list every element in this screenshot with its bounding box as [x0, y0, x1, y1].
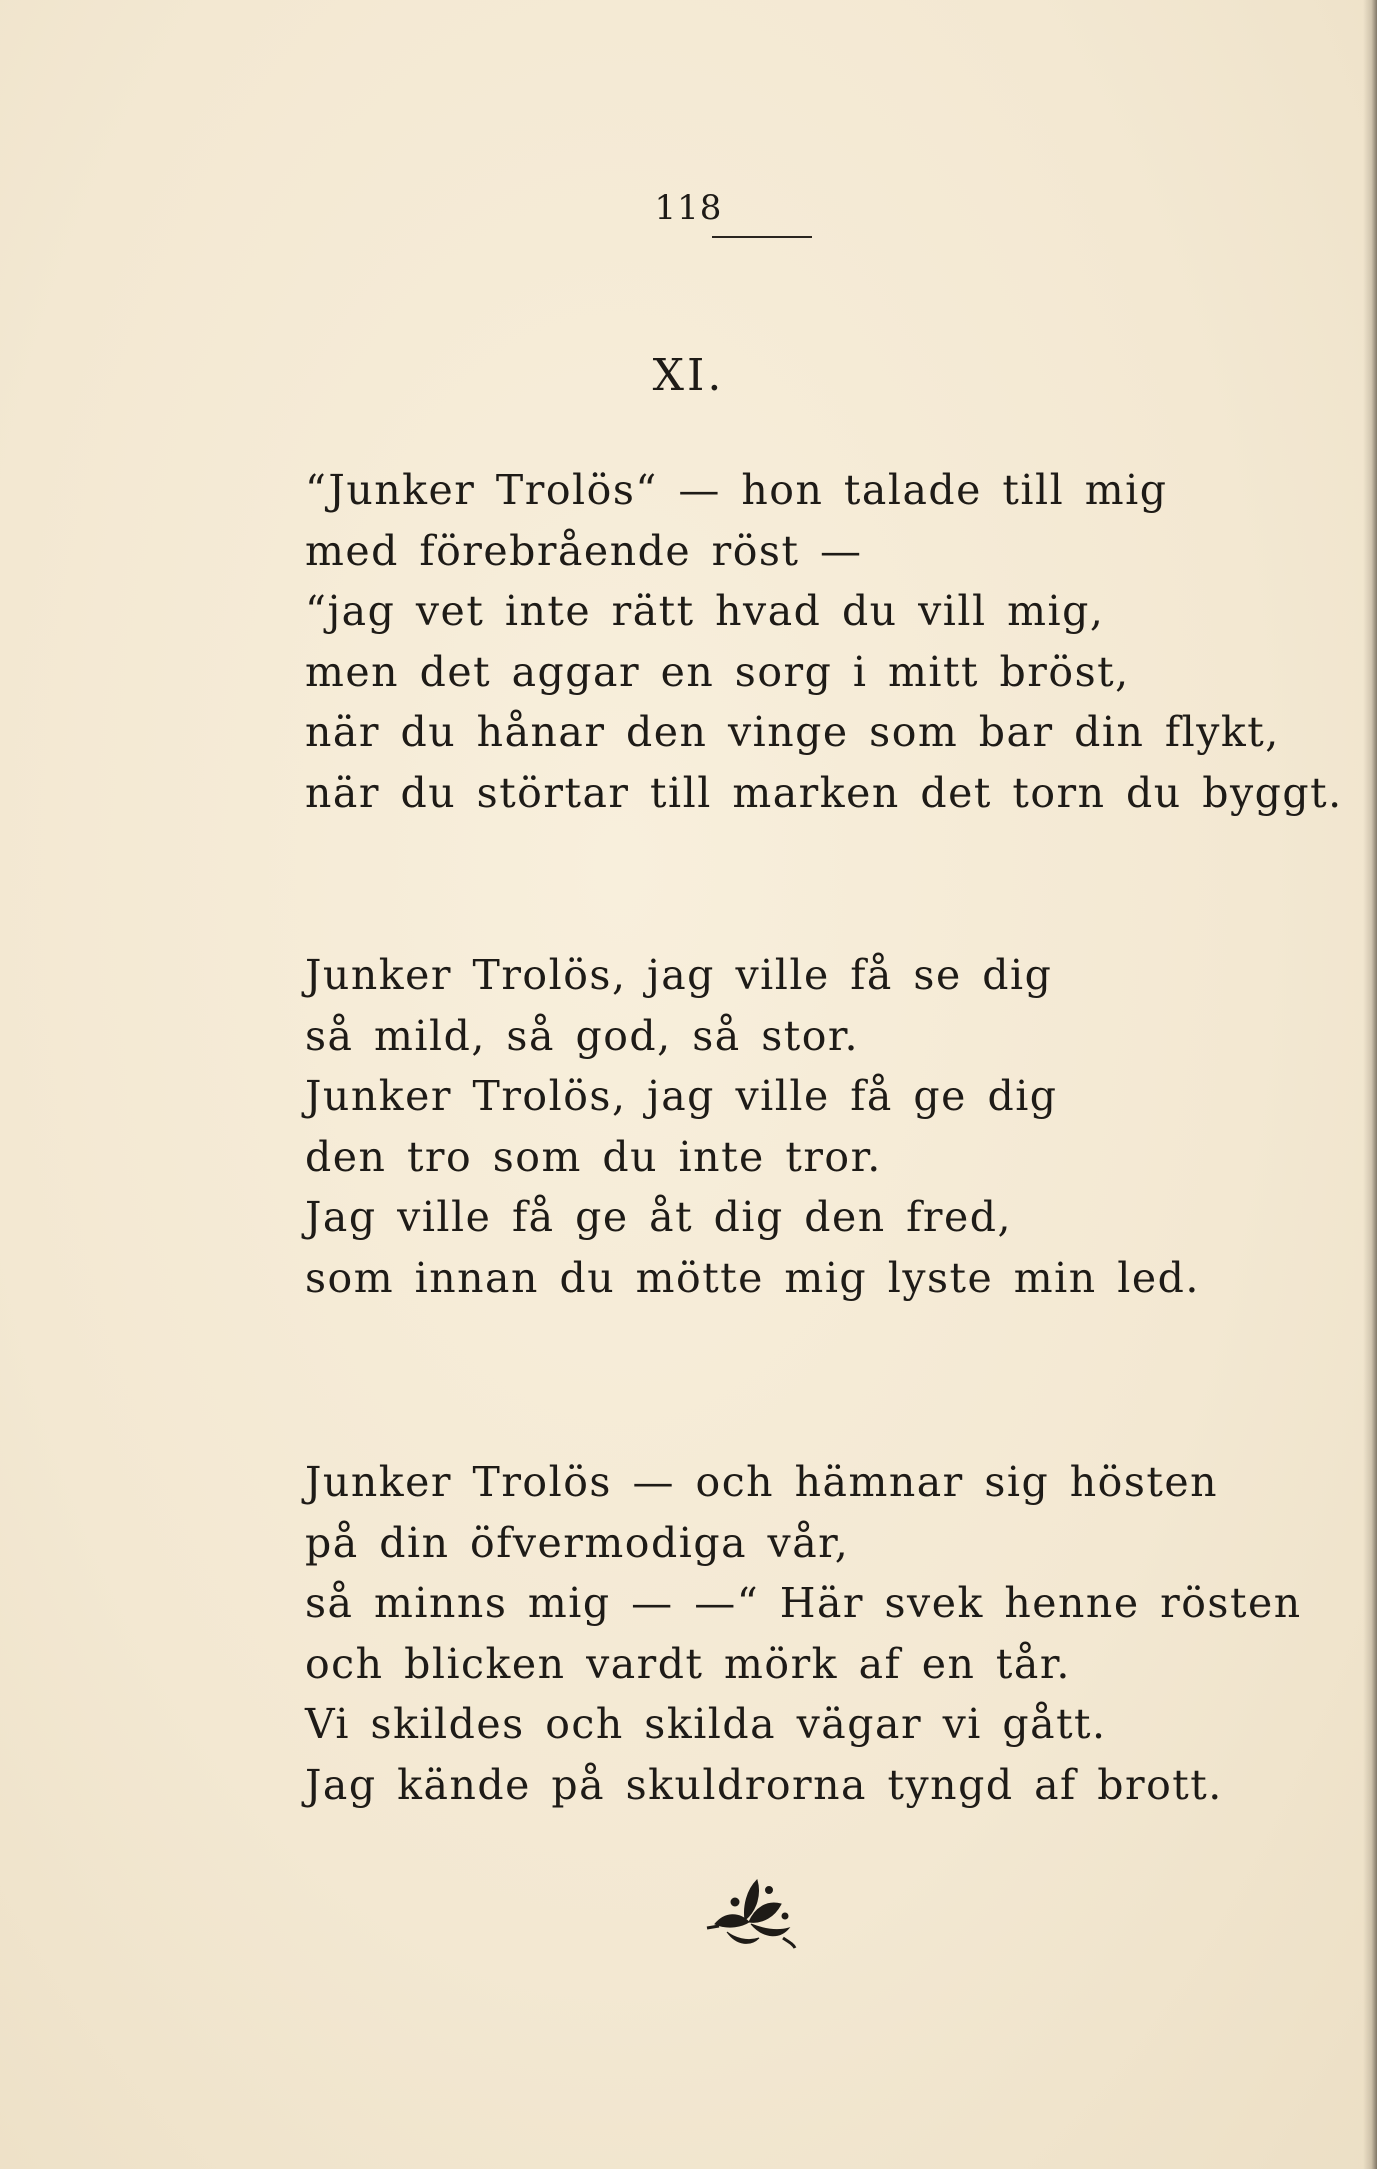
poem-line: som innan du mötte mig lyste min led.	[305, 1253, 1200, 1302]
poem-line: på din öfvermodiga vår,	[305, 1518, 850, 1567]
stanza-2	[305, 945, 1200, 1308]
chapter-title: XI.	[652, 350, 725, 401]
poem-line: den tro som du inte tror.	[305, 1132, 882, 1181]
poem-line: så minns mig — —“ Här svek henne rösten	[305, 1579, 1302, 1627]
page-edge-shadow	[1363, 0, 1377, 2169]
poem-line: Junker Trolös, jag ville få ge dig	[305, 1072, 1058, 1120]
poem-line: med förebrående röst —	[305, 526, 863, 575]
page-number: 118	[654, 188, 723, 228]
poem-line: när du störtar till marken det torn du byggt.	[305, 768, 1343, 817]
poem-line: “jag vet inte rätt hvad du vill mig,	[305, 587, 1105, 635]
poem-line: så mild, så god, så stor.	[305, 1011, 860, 1060]
stanza-3	[305, 1452, 1302, 1815]
poem-line: “Junker Trolös“ — hon talade till mig	[305, 466, 1168, 514]
poem-line: Junker Trolös, jag ville få se dig	[305, 951, 1053, 999]
floral-vignette-icon	[705, 1872, 797, 1952]
poem-line: och blicken vardt mörk af en tår.	[305, 1639, 1071, 1688]
poem-line: Vi skildes och skilda vägar vi gått.	[305, 1700, 1107, 1748]
poem-line: Junker Trolös — och hämnar sig hösten	[305, 1458, 1219, 1506]
poem-line: Jag kände på skuldrorna tyngd af brott.	[305, 1760, 1223, 1809]
poem-line: men det aggar en sorg i mitt bröst,	[305, 647, 1130, 696]
stanza-1	[305, 460, 1343, 823]
poem-line: när du hånar den vinge som bar din flykt,	[305, 708, 1280, 756]
page-number-underline	[712, 236, 812, 238]
poem-line: Jag ville få ge åt dig den fred,	[305, 1193, 1013, 1241]
